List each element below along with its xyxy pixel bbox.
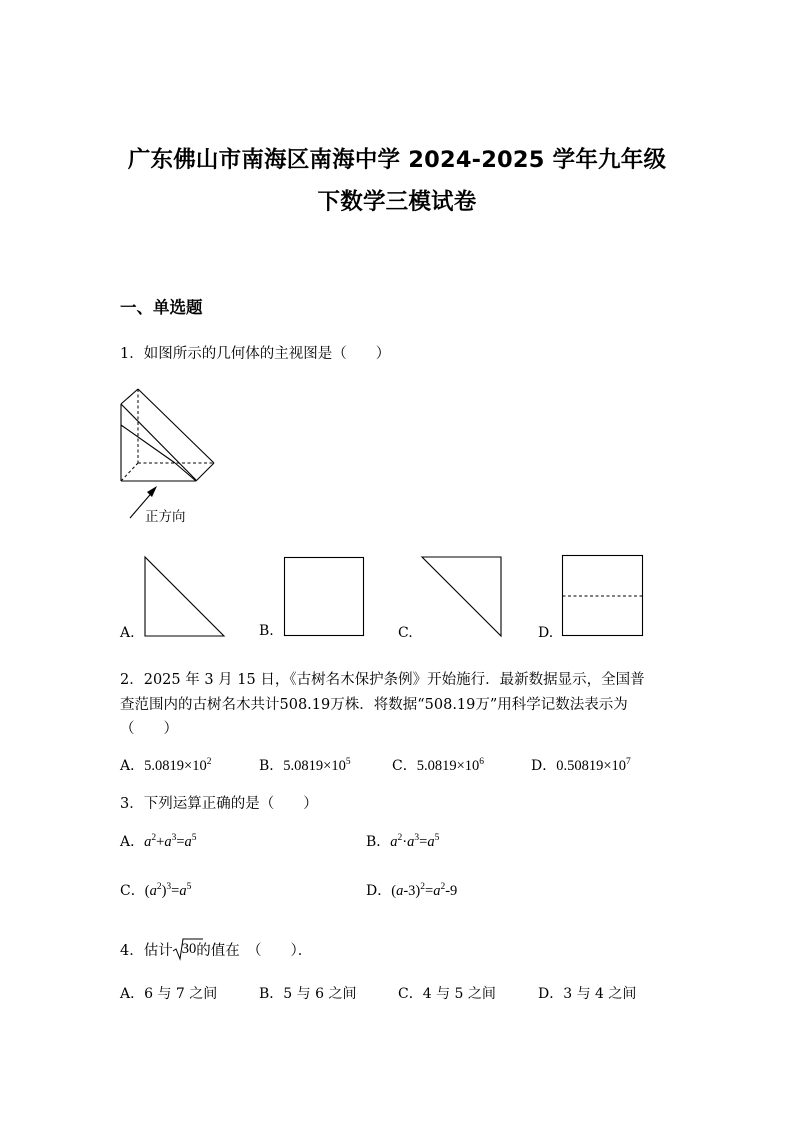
q2-option-b[interactable] xyxy=(259,755,351,775)
radicand: 30 xyxy=(181,941,197,957)
q1-option-a-figure[interactable] xyxy=(143,555,227,639)
q2-option-b-label: B． xyxy=(259,758,284,774)
q1-option-b-figure[interactable] xyxy=(282,555,366,639)
section-heading: 一、单选题 xyxy=(120,298,203,317)
q2-option-a-label: A． xyxy=(120,758,145,774)
times-sign: × xyxy=(184,758,193,774)
q4-option-c[interactable]: C．4 与 5 之间 xyxy=(398,986,496,1002)
times-sign: × xyxy=(323,758,332,774)
q1-option-d-figure[interactable] xyxy=(560,554,646,640)
q2-option-c[interactable] xyxy=(392,755,484,775)
question-2-stem-line-3: （ ） xyxy=(120,721,178,737)
times-sign: × xyxy=(603,758,612,774)
q3-option-d-label: D． xyxy=(366,883,392,899)
q4-option-d[interactable]: D．3 与 4 之间 xyxy=(538,986,637,1002)
question-4-stem xyxy=(120,939,312,960)
q2-option-a-exponent: 2 xyxy=(206,757,212,767)
q2-option-b-base: 10 xyxy=(331,758,346,774)
q3-option-c-label: C． xyxy=(120,883,145,899)
question-4-stem-pre: 4．估计 xyxy=(120,943,173,959)
q3-option-a-label: A． xyxy=(120,834,145,850)
q3-option-a[interactable] xyxy=(120,831,197,851)
question-2-stem-line-2: 查范围内的古树名木共计508.19万株．将数据“508.19万”用科学记数法表示为 xyxy=(120,697,628,713)
q2-option-c-base: 10 xyxy=(464,758,480,774)
q2-option-d-mantissa: 0.50819 xyxy=(556,758,604,774)
times-sign: × xyxy=(456,758,465,774)
q2-option-b-mantissa: 5.0819 xyxy=(283,758,324,774)
q2-option-d[interactable] xyxy=(531,755,631,775)
q3-option-c-formula: $(a^2)^3=a^5$ xyxy=(144,882,192,899)
question-2-stem-line-1: 2．2025 年 3 月 15 日，《古树名木保护条例》开始施行．最新数据显示，全国普 xyxy=(120,672,645,688)
q2-option-d-exponent: 7 xyxy=(626,757,631,767)
q1-option-b-label[interactable]: B. xyxy=(259,623,274,639)
square-root-expression xyxy=(173,943,197,960)
q3-option-d-formula: $(a-3)^2=a^2-9$ xyxy=(391,882,458,899)
q2-option-c-mantissa: 5.0819 xyxy=(416,758,457,774)
q4-option-a[interactable]: A．6 与 7 之间 xyxy=(120,986,218,1002)
q2-option-c-exponent: 6 xyxy=(479,757,485,767)
q2-option-a-base: 10 xyxy=(192,758,207,774)
question-4-stem-post: 的值在 （ ）． xyxy=(196,943,313,959)
q1-option-c-figure[interactable] xyxy=(420,555,504,639)
document-title-line-1: 广东佛山市南海区南海中学 2024-2025 学年九年级 xyxy=(127,147,667,173)
q1-option-a-label[interactable]: A. xyxy=(120,625,135,641)
front-direction-label: 正方向 xyxy=(145,509,186,525)
q3-option-c[interactable] xyxy=(120,880,191,900)
q3-option-b[interactable] xyxy=(366,831,439,851)
question-1-stem: 1．如图所示的几何体的主视图是（ ） xyxy=(120,346,391,362)
q4-option-b[interactable]: B．5 与 6 之间 xyxy=(259,986,357,1002)
q1-option-d-label[interactable]: D. xyxy=(538,625,554,641)
q2-option-c-label: C． xyxy=(392,758,417,774)
question-3-stem: 3．下列运算正确的是（ ） xyxy=(120,796,318,812)
q3-option-b-label: B． xyxy=(366,834,391,850)
q3-option-a-formula: $a^2+a^3=a^5$ xyxy=(144,833,197,850)
q2-option-d-base: 10 xyxy=(611,758,627,774)
document-title-line-2: 下数学三模试卷 xyxy=(317,189,477,215)
q3-option-b-formula: $a^2\cdot a^3=a^5$ xyxy=(390,833,440,850)
q2-option-a-mantissa: 5.0819 xyxy=(144,758,184,774)
q1-option-c-label[interactable]: C. xyxy=(398,625,413,641)
q2-option-b-exponent: 5 xyxy=(345,757,351,767)
q2-option-d-label: D． xyxy=(531,758,557,774)
q2-option-a[interactable] xyxy=(120,755,211,775)
q3-option-d[interactable] xyxy=(366,880,457,900)
